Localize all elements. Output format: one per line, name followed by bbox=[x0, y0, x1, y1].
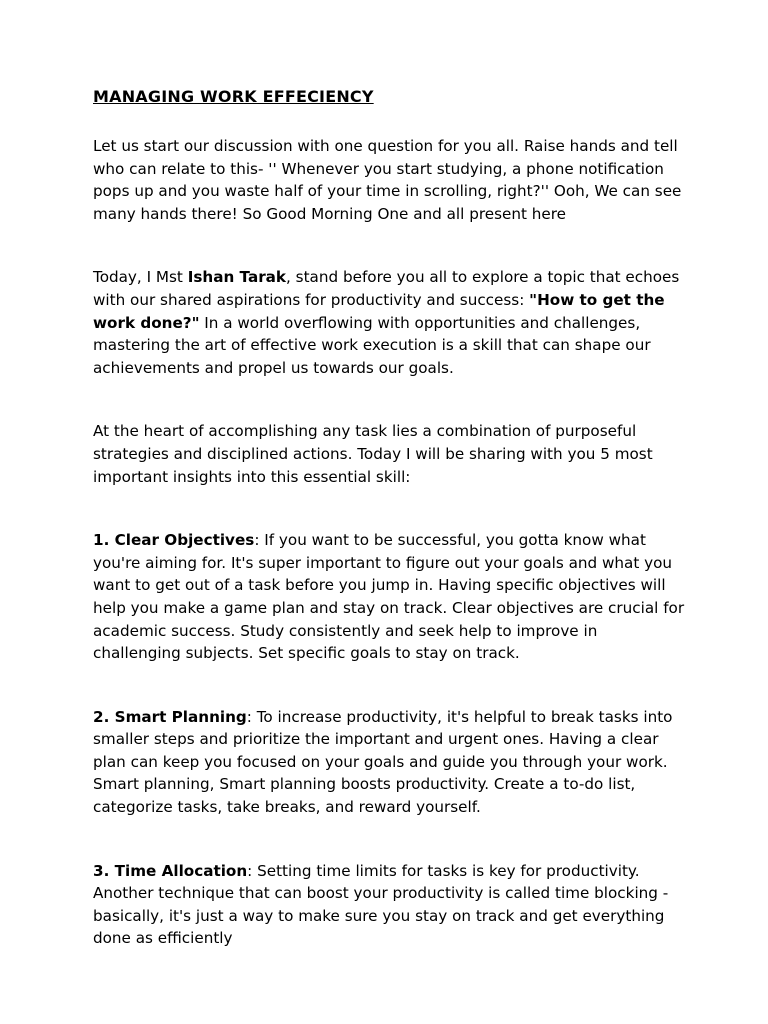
point-text: : To increase productivity, it's helpful to break tasks into smaller steps and prioritize the important and urgent ones. Having a clear plan can keep you focused on your goals and guide you through your work. Smart planning, Smart planning boosts productivity. Create a to-do list, categorize tasks, take breaks, and reward yourself. bbox=[93, 707, 673, 817]
speaker-name: Ishan Tarak bbox=[187, 268, 287, 287]
point-text: : If you want to be successful, you gotta know what you're aiming for. It's super important to figure out your goals and what you want to get out of a task before you jump in. Having specific objectives will help you make a game plan and stay on track. Clear objectives are crucial for academic success. Study consistently and seek help to improve in challenging subjects. Set specific goals to stay on track. bbox=[93, 531, 685, 663]
document-page bbox=[93, 86, 685, 950]
document-title: MANAGING WORK EFFECIENCY bbox=[93, 87, 374, 106]
speaker-paragraph bbox=[93, 266, 685, 379]
topic-question: "How to get the work done?" bbox=[93, 290, 665, 332]
point-clear-objectives bbox=[93, 529, 685, 665]
point-time-allocation bbox=[93, 860, 685, 950]
speaker-middle-text: , stand before you all to explore a topic that echoes with our shared aspirations for productivity and success: bbox=[93, 268, 680, 309]
point-text: : Setting time limits for tasks is key for productivity. Another technique that can boost your productivity is called time blocking - basically, it's just a way to make sure you stay on track and get everything done as efficiently bbox=[93, 861, 669, 948]
insights-intro-paragraph: At the heart of accomplishing any task lies a combination of purposeful strategies and disciplined actions. Today I will be sharing with you 5 most important insights into this essential skill: bbox=[93, 422, 653, 486]
intro-paragraph: Let us start our discussion with one question for you all. Raise hands and tell who can relate to this- '' Whenever you start studying, a phone notification pops up and you waste half of your time in scrolling, right?'' Ooh, We can see many hands there! So Good Morning One and all present here bbox=[93, 137, 682, 223]
point-heading: 1. Clear Objectives bbox=[93, 531, 255, 550]
point-heading: 3. Time Allocation bbox=[93, 861, 248, 880]
speaker-after-text: In a world overflowing with opportunities and challenges, mastering the art of effective work execution is a skill that can shape our achievements and propel us towards our goals. bbox=[93, 313, 651, 377]
point-smart-planning bbox=[93, 706, 685, 819]
speaker-intro-text: Today, I Mst bbox=[93, 268, 188, 287]
point-heading: 2. Smart Planning bbox=[93, 707, 247, 726]
